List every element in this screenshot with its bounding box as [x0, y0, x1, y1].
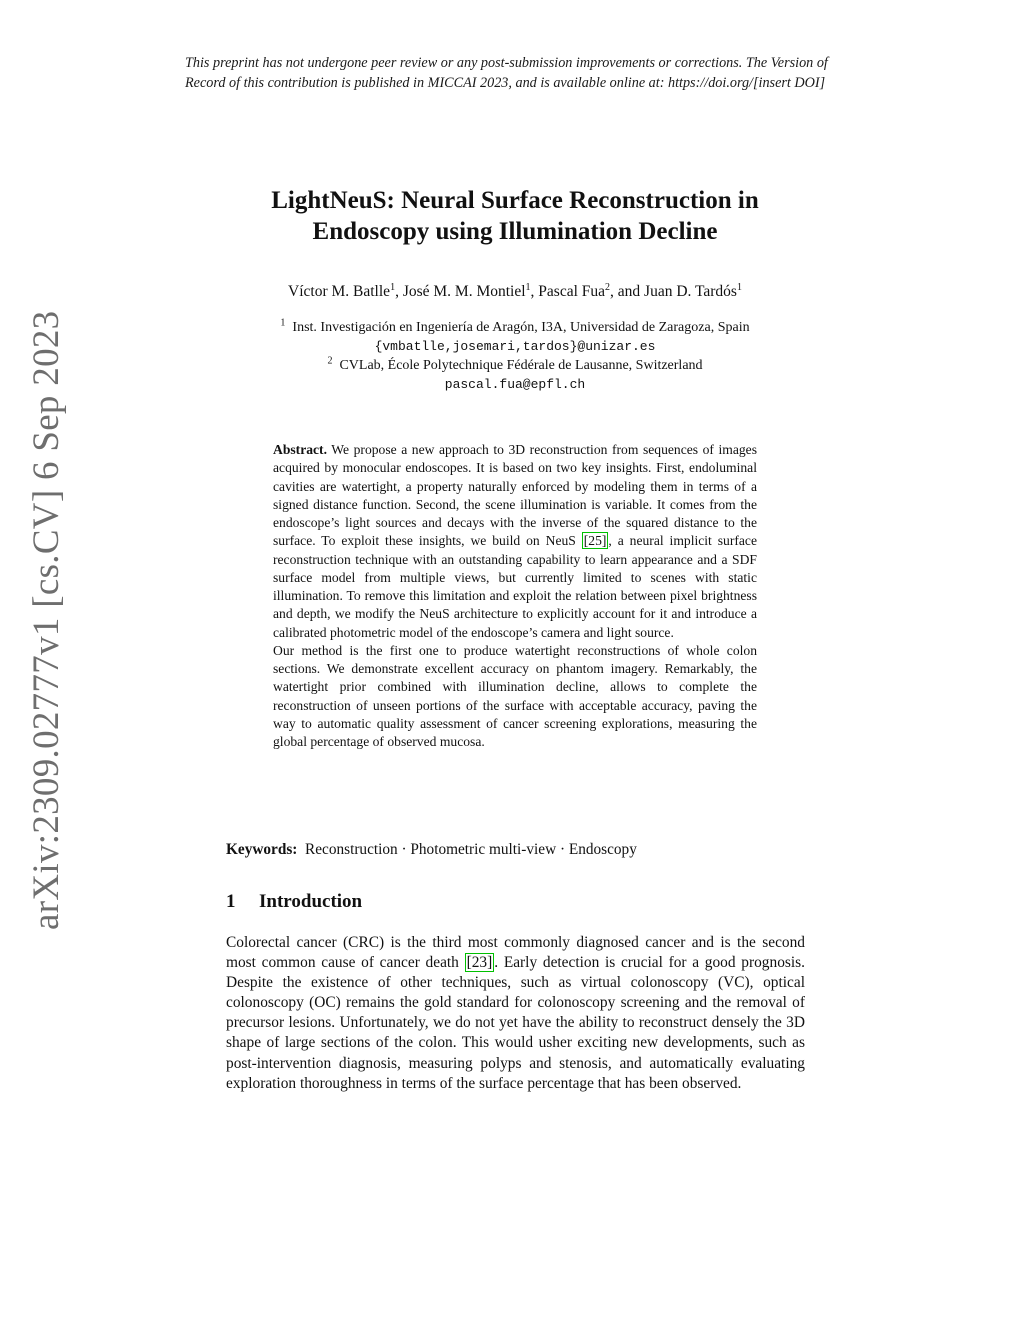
author-separator: ,: [530, 283, 539, 300]
intro-text: Colorectal cancer (CRC) is the third most commonly diagnosed cancer and is the second most common cause of cancer death: [226, 934, 805, 972]
affiliation-number: 2: [327, 355, 333, 367]
affiliation-1-email: {vmbatlle,josemari,tardos}@unizar.es: [374, 339, 656, 354]
author-list: [160, 283, 870, 301]
abstract-label: Abstract.: [273, 442, 327, 457]
author-name: Pascal Fua: [538, 283, 606, 300]
keywords: [226, 841, 806, 859]
abstract-paragraph-1: [273, 441, 757, 642]
title-line-2: Endoscopy using Illumination Decline: [312, 218, 718, 245]
section-heading: [226, 891, 362, 913]
author-separator: , and: [610, 283, 645, 300]
affiliation-name: Inst. Investigación en Ingeniería de Aragón, I3A, Universidad de Zaragoza, Spain: [292, 320, 750, 335]
keywords-label: Keywords:: [226, 841, 298, 858]
abstract-text: We propose a new approach to 3D reconstruction from sequences of images acquired by monocular endoscopes. It is based on two key insights. First, endoluminal cavities are watertight, a property naturally enforced by modeling them in terms of a signed distance function. Second, the scene illumination is variable. It comes from the endoscope’s light sources and decays with the inverse of the squared distance to the surface. To exploit these insights, we build on NeuS: [273, 442, 757, 549]
citation-link[interactable]: [25]: [583, 533, 607, 549]
paper-title: [160, 185, 870, 247]
author-separator: ,: [395, 283, 403, 300]
affiliation-2: [200, 356, 830, 375]
citation-link[interactable]: [23]: [466, 954, 493, 972]
arxiv-stamp: arXiv:2309.02777v1 [cs.CV] 6 Sep 2023: [26, 310, 67, 930]
author-affiliation-mark: 2: [605, 281, 611, 293]
preprint-notice: This preprint has not undergone peer review or any post-submission improvements or corrections. The Version of Record of this contribution is published in MICCAI 2023, and is available online at: https://doi.org/[insert DOI]: [185, 55, 828, 91]
abstract: [273, 441, 757, 751]
section-title: Introduction: [259, 891, 363, 912]
abstract-text: , a neural implicit surface reconstruction technique with an outstanding capability to learn appearance and a SDF surface model from multiple views, but currently limited to scenes with static illumination. To remove this limitation and exploit the relation between pixel brightness and depth, we modify the NeuS architecture to explicitly account for it and introduce a calibrated photometric model of the endoscope’s camera and light source.: [273, 533, 757, 640]
keywords-text: Reconstruction · Photometric multi-view · Endoscopy: [305, 841, 637, 858]
affiliation-name: CVLab, École Polytechnique Fédérale de Lausanne, Switzerland: [339, 358, 703, 373]
author-affiliation-mark: 1: [736, 281, 742, 293]
author-affiliation-mark: 1: [525, 281, 531, 293]
abstract-paragraph-2: Our method is the first one to produce watertight reconstructions of whole colon sections. We demonstrate excellent accuracy on phantom imagery. Remarkably, the watertight prior combined with illumination decline, allows to complete the reconstruction of unseen portions of the surface with acceptable accuracy, paving the way to automatic quality assessment of cancer screening explorations, measuring the global percentage of observed mucosa.: [273, 642, 757, 749]
section-number: 1: [226, 891, 236, 912]
intro-paragraph: [226, 933, 805, 1094]
author-name: Juan D. Tardós: [644, 283, 737, 300]
author-name: Víctor M. Batlle: [288, 283, 391, 300]
affiliation-1: [200, 318, 830, 337]
affiliation-number: 1: [280, 317, 286, 329]
intro-text: . Early detection is crucial for a good prognosis. Despite the existence of other techniques, such as virtual colonoscopy (VC), optical colonoscopy (OC) remains the gold standard for colonoscopy screening and the removal of precursor lesions. Unfortunately, we do not yet have the ability to reconstruct densely the 3D shape of large sections of the colon. This would usher exciting new developments, such as post-intervention diagnosis, measuring polyps and stenosis, and automatically evaluating exploration thoroughness in terms of the surface percentage that has been observed.: [226, 954, 805, 1092]
affiliation-2-email: pascal.fua@epfl.ch: [444, 377, 586, 392]
author-name: José M. M. Montiel: [402, 283, 526, 300]
title-line-1: LightNeuS: Neural Surface Reconstruction in: [271, 187, 759, 214]
affiliations: [200, 318, 830, 394]
author-affiliation-mark: 1: [390, 281, 396, 293]
